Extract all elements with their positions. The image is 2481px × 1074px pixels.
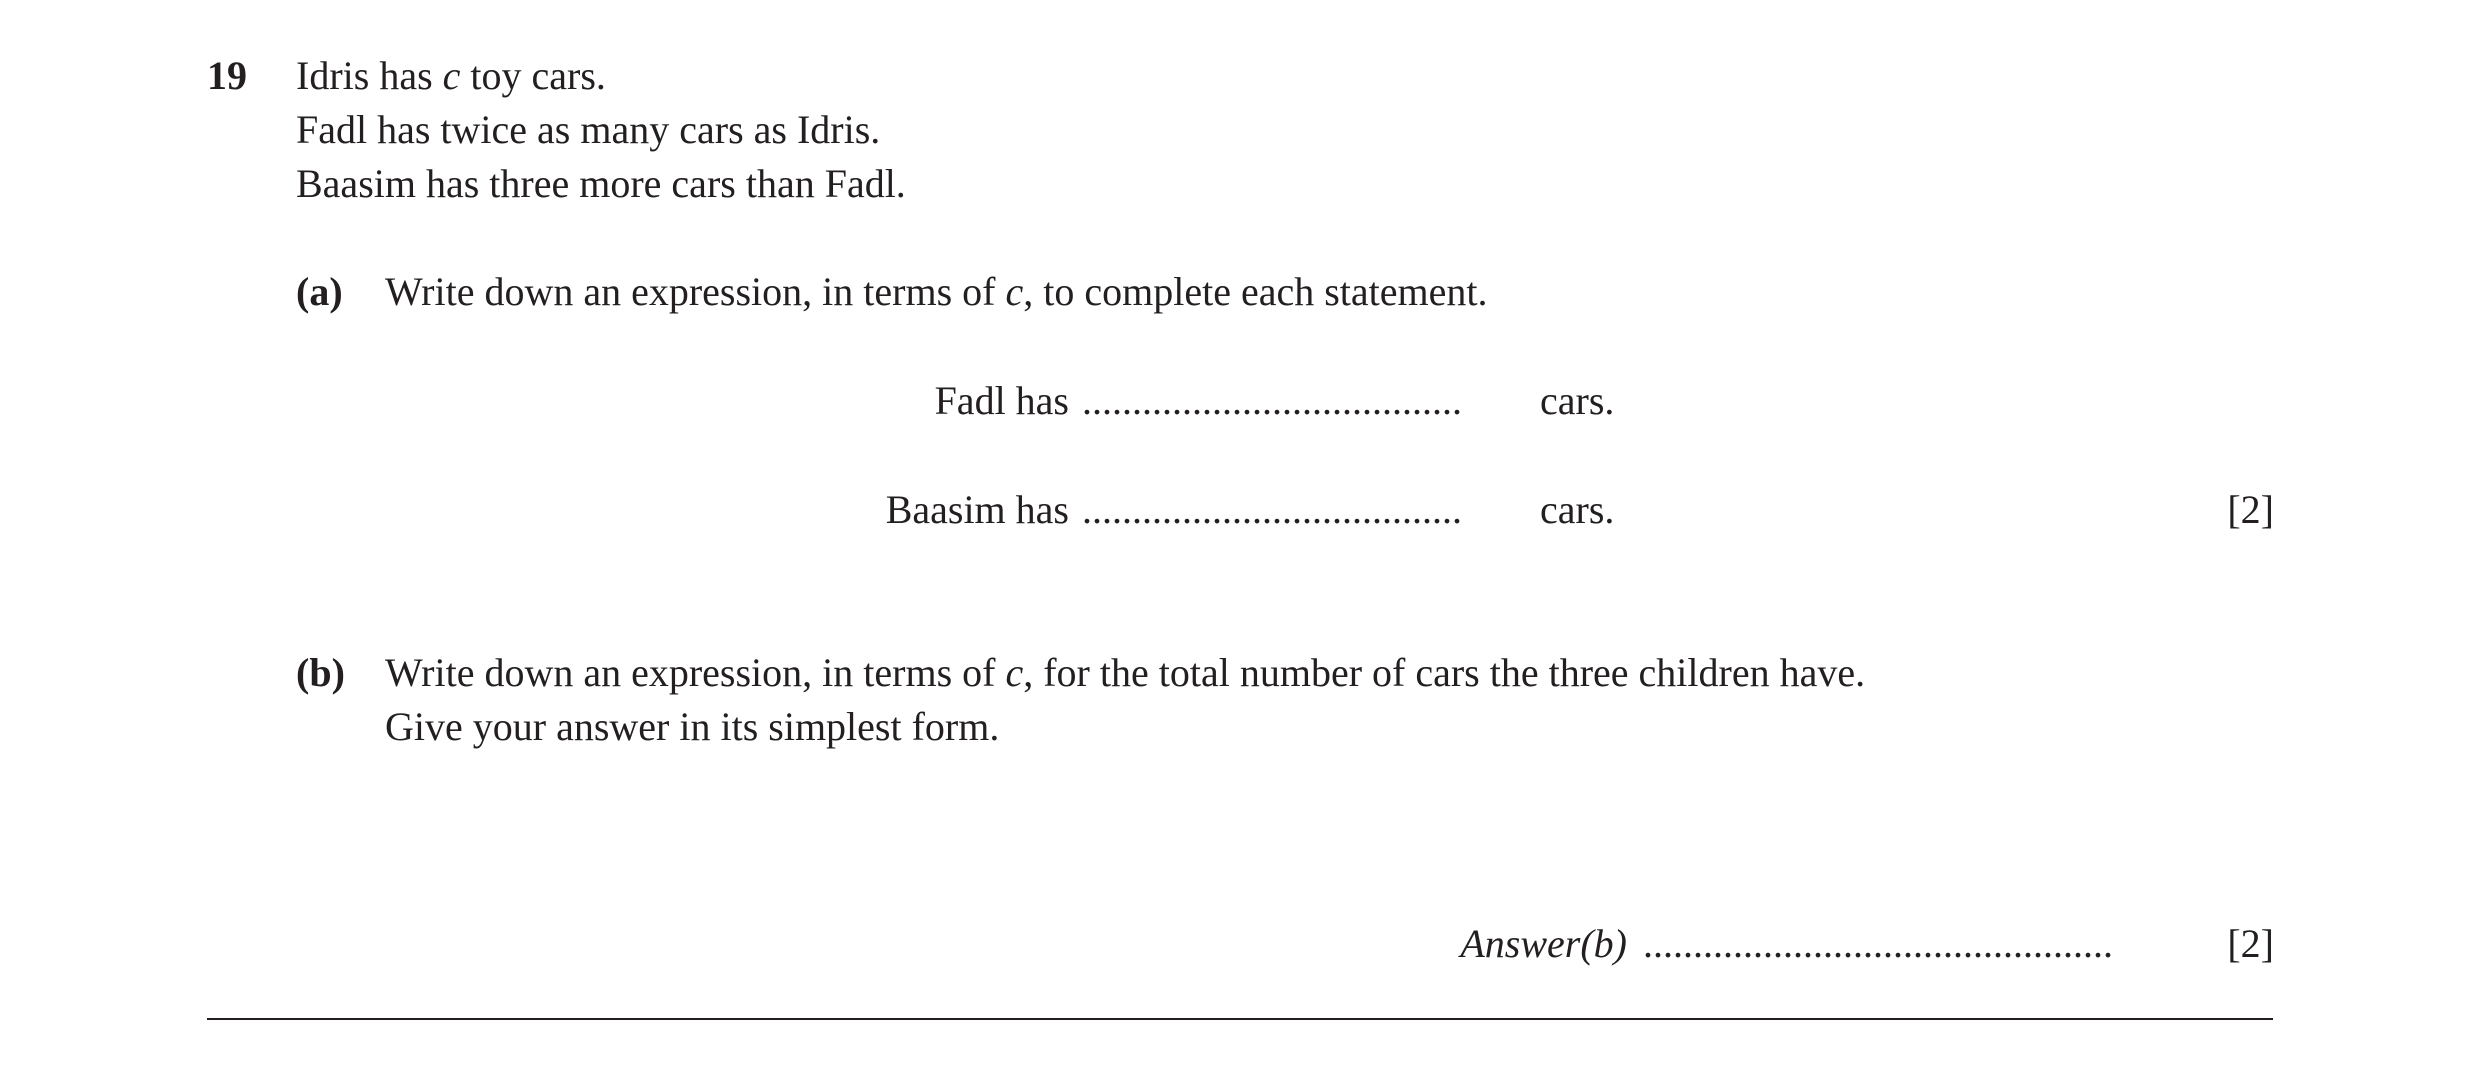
variable-c: c xyxy=(1005,269,1024,314)
intro-line-2: Fadl has twice as many cars as Idris. xyxy=(296,107,881,152)
part-a-prompt xyxy=(385,269,1488,314)
part-b-prompt-line-2: Give your answer in its simplest form. xyxy=(385,704,1000,749)
baasim-unit: cars. xyxy=(1540,487,1615,532)
fadl-label: Fadl has xyxy=(934,378,1069,423)
variable-c: c xyxy=(1005,650,1024,695)
part-b-prompt-after: , for the total number of cars the three children have. xyxy=(1023,650,1866,695)
baasim-answer-dots[interactable]: ...................................... xyxy=(1082,487,1462,532)
part-b-prompt xyxy=(385,650,1866,695)
fadl-unit: cars. xyxy=(1540,378,1615,423)
part-b-marks: [2] xyxy=(2227,921,2274,966)
part-b-prompt-before: Write down an expression, in terms of xyxy=(385,650,1006,695)
question-number: 19 xyxy=(207,53,247,98)
fadl-answer-dots[interactable]: ...................................... xyxy=(1082,378,1462,423)
part-b-label: (b) xyxy=(296,650,345,695)
answer-b-dots[interactable]: ............................................... xyxy=(1643,921,2113,966)
intro-line-1 xyxy=(296,53,606,98)
intro-line-1-before: Idris has xyxy=(296,53,443,98)
bottom-divider xyxy=(207,1018,2273,1020)
part-a-marks: [2] xyxy=(2227,487,2274,532)
part-a-label: (a) xyxy=(296,269,343,314)
variable-c: c xyxy=(442,53,461,98)
part-a-prompt-before: Write down an expression, in terms of xyxy=(385,269,1006,314)
intro-line-3: Baasim has three more cars than Fadl. xyxy=(296,161,906,206)
part-a-prompt-after: , to complete each statement. xyxy=(1023,269,1488,314)
baasim-label: Baasim has xyxy=(885,487,1069,532)
intro-line-1-after: toy cars. xyxy=(460,53,606,98)
answer-b-label: Answer(b) xyxy=(1460,921,1627,966)
